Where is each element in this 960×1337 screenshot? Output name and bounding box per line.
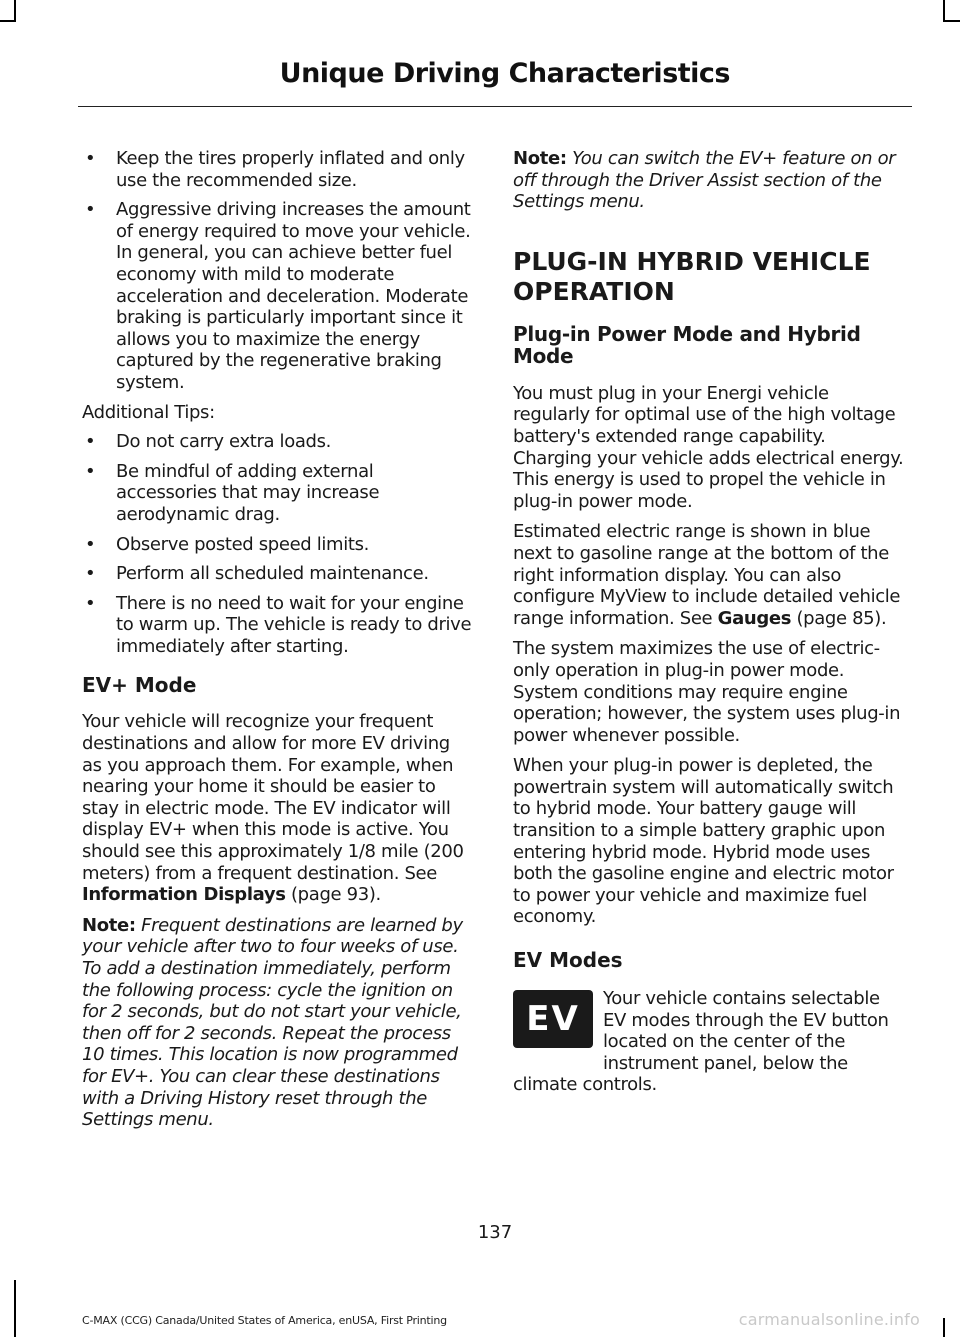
gauges-link[interactable]: Gauges: [717, 607, 792, 629]
ev-modes-block: [513, 988, 907, 1096]
crop-mark-top-right-h: [943, 20, 960, 22]
footer-publication-info: C-MAX (CCG) Canada/United States of America, enUSA, First Printing: [82, 1314, 447, 1327]
crop-mark-top-left: [14, 0, 16, 22]
left-column: [82, 148, 474, 1140]
plug-in-hybrid-heading: PLUG-IN HYBRID VEHICLE OPERATION: [513, 246, 871, 306]
ev-plus-switch-note: [513, 148, 907, 213]
ev-modes-heading: EV Modes: [513, 948, 623, 973]
ev-plus-note: [82, 915, 474, 1131]
ev-plus-heading: EV+ Mode: [82, 673, 197, 698]
note-text: You can switch the EV+ feature on or off through the Driver Assist section of the Settings menu.: [513, 148, 896, 213]
plug-in-paragraph-3: The system maximizes the use of electric-only operation in plug-in power mode. System conditions may require engine operation; however, the system uses plug-in power whenever possible.: [513, 638, 901, 746]
note-label: Note:: [82, 914, 136, 936]
list-item: • Aggressive driving increases the amount of energy required to move your vehicle. In general, you can achieve better fuel economy with mild to moderate acceleration and deceleration. Moderate braking is particularly important since it allows you to maximize the energy captured by the regenerative braking system.: [82, 199, 474, 393]
plug-in-paragraph-4: When your plug-in power is depleted, the powertrain system will automatically switch to hybrid mode. Your battery gauge will transition to a simple battery graphic upon entering hybrid mode. Hybrid mode uses both the gasoline engine and electric motor to power your vehicle and maximize fuel economy.: [513, 755, 894, 928]
gauges-page-ref: (page 85).: [791, 607, 887, 629]
list-item: • Observe posted speed limits.: [82, 534, 474, 556]
header-rule: [78, 106, 912, 107]
ev-modes-paragraph: Your vehicle contains selectable EV modes through the EV button located on the center of the instrument panel, below the climate controls.: [513, 988, 889, 1096]
crop-mark-top-left-h: [0, 20, 16, 22]
ev-plus-page-ref: (page 93).: [285, 884, 381, 906]
ev-plus-text: Your vehicle will recognize your frequent destinations and allow for more EV driving as you approach them. For example, when nearing your home it should be easier to stay in electric mode. The EV indicator will display EV+ when this mode is active. You should see this approximately 1/8 mile (200 meters) from a frequent destination. See: [82, 711, 464, 884]
ev-button-icon: EV: [513, 990, 593, 1048]
crop-mark-top-right: [943, 0, 945, 22]
plug-in-power-mode-heading: Plug-in Power Mode and Hybrid Mode: [513, 321, 861, 368]
list-item: • Keep the tires properly inflated and only use the recommended size.: [82, 148, 474, 191]
plug-in-paragraph-2: [513, 521, 907, 629]
watermark-logo: carmanualsonline.info: [738, 1310, 920, 1329]
list-item: • Do not carry extra loads.: [82, 431, 474, 453]
information-displays-link[interactable]: Information Displays: [82, 884, 286, 906]
page-number: 137: [477, 1222, 513, 1243]
note-label: Note:: [513, 148, 567, 169]
crop-mark-bottom-left: [14, 1280, 16, 1337]
list-item: • There is no need to wait for your engine to warm up. The vehicle is ready to drive immediately after starting.: [82, 593, 474, 658]
right-column: [513, 148, 907, 1096]
plug-in-paragraph-1: You must plug in your Energi vehicle regularly for optimal use of the high voltage battery's extended range capability. Charging your vehicle adds electrical energy. This energy is used to propel the vehicle in plug-in power mode.: [513, 382, 904, 512]
note-text: Frequent destinations are learned by your vehicle after two to four weeks of use. To add a destination immediately, perform the following process: cycle the ignition on for 2 seconds, but do not start your vehicle, then off for 2 seconds. Repeat the process 10 times. This location is now programmed for EV+. You can clear these destinations with a Driving History reset through the Settings menu.: [82, 914, 463, 1131]
crop-mark-bottom-right: [943, 1318, 945, 1337]
additional-tips-label: Additional Tips:: [82, 401, 215, 423]
tips-list-1: [82, 148, 474, 394]
page-header-title: Unique Driving Characteristics: [279, 58, 730, 89]
list-item: • Perform all scheduled maintenance.: [82, 563, 474, 585]
range-text: Estimated electric range is shown in blue next to gasoline range at the bottom of the right information display. You can also configure MyView to include detailed vehicle range information. See: [513, 521, 901, 629]
ev-plus-paragraph: [82, 711, 474, 905]
tips-list-2: [82, 431, 474, 657]
list-item: • Be mindful of adding external accessories that may increase aerodynamic drag.: [82, 461, 474, 526]
